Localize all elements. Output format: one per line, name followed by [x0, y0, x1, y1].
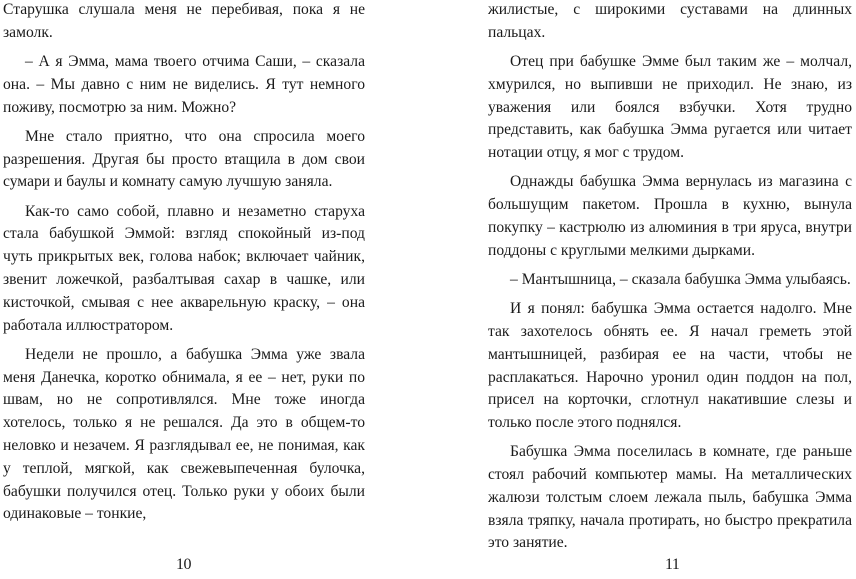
paragraph: Отец при бабушке Эмме был таким же – молчал, хмурился, но выпивши не приходил. Не знаю, из уважения или боялся взбучки. Хотя трудно представить, как бабушка Эмма ругается или читает нотации отцу, я мог с трудом.	[488, 52, 852, 162]
paragraph: жилистые, с широкими суставами на длинных пальцах.	[488, 1, 852, 41]
paragraph: Как-то само собой, плавно и незаметно старуха стала бабушкой Эммой: взгляд спокойный из-под чуть прикрытых век, голова набок; включает чайник, звенит ложечкой, разбалтывая сахар в чашке, или кисточкой, смывая с нее акварельную краску, – она работала иллюстратором.	[3, 202, 365, 334]
paragraph: – А я Эмма, мама твоего отчима Саши, – сказала она. – Мы давно с ним не виделись. Я тут немного поживу, посмотрю за ним. Можно?	[3, 52, 365, 116]
paragraph: Старушка слушала меня не перебивая, пока я не замолк.	[3, 1, 365, 41]
page-number: 11	[665, 556, 680, 573]
right-page	[488, 0, 856, 579]
paragraph: Однажды бабушка Эмма вернулась из магазина с большущим пакетом. Прошла в кухню, вынула покупку – кастрюлю из алюминия в три яруса, внутри поддоны с круглыми мелкими дырками.	[488, 173, 852, 259]
left-page	[0, 0, 370, 579]
paragraph: – Мантышница, – сказала бабушка Эмма улыбаясь.	[510, 270, 851, 288]
page-number: 10	[176, 556, 191, 573]
left-page-text	[3, 0, 365, 532]
paragraph: Недели не прошло, а бабушка Эмма уже звала меня Данечка, коротко обнимала, я ее – нет, руки по швам, но не сопротивлялся. Мне тоже иногда хотелось, только я не решался. Да это в общем-то неловко и незачем. Я разглядывал ее, не понимая, как у теплой, мягкой, как свежевыпеченная булочка, бабушки получился отец. Только руки у обоих были одинаковые – тонкие,	[3, 345, 365, 523]
right-page-text	[488, 0, 852, 562]
paragraph: Бабушка Эмма поселилась в комнате, где раньше стоял рабочий компьютер мамы. На металлических жалюзи толстым слоем лежала пыль, бабушка Эмма взяла тряпку, начала протирать, но быстро прекратила это занятие.	[488, 443, 852, 552]
paragraph: И я понял: бабушка Эмма остается надолго. Мне так захотелось обнять ее. Я начал греметь этой мантышницей, разбирая ее на части, чтобы не расплакаться. Нарочно уронил один поддон на пол, присел на корточки, сглотнул накатившие слезы и только после этого поднялся.	[488, 300, 852, 432]
paragraph: Мне стало приятно, что она спросила моего разрешения. Другая бы просто втащила в дом свои сумари и баулы и комнату самую лучшую заняла.	[3, 127, 365, 191]
